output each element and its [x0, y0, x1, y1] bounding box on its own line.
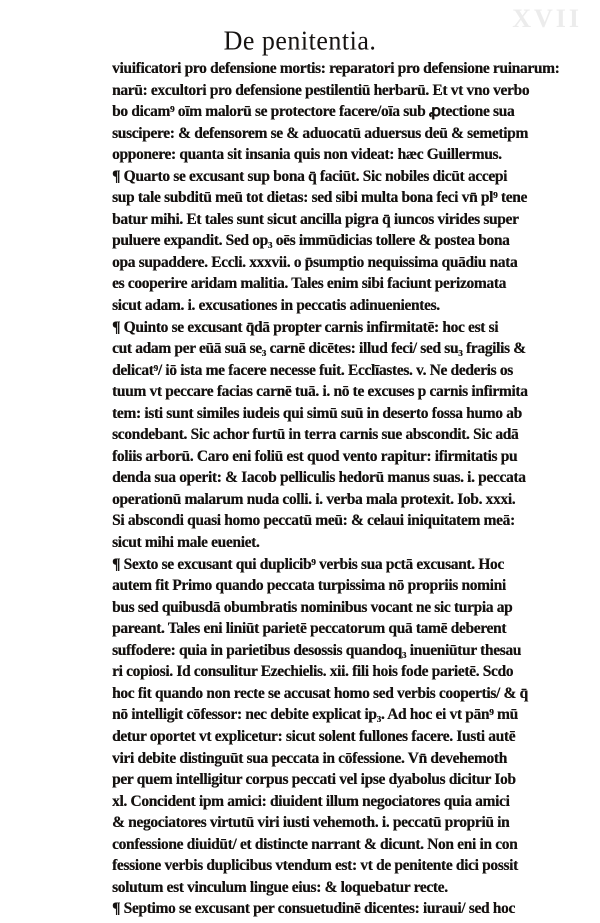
- text-line: sicut mihi male eueniet.: [112, 534, 260, 552]
- text-line: ¶ Septimo se excusant per consuetudinē dicentes: iuraui/ sed hoc: [112, 900, 515, 918]
- text-line: bus sed quibusdā obumbratis nominibus vocant ne sic turpia ap: [112, 598, 513, 616]
- text-line: pareant. Tales eni liniūt parietē peccatorum quā tamē deberent: [112, 620, 507, 638]
- text-line: tuum vt peccare facias carnē tuā. i. nō te excuses p carnis infirmita: [112, 383, 528, 401]
- text-line: tem: isti sunt similes iudeis qui simū suū in deserto fossa humo ab: [112, 404, 522, 422]
- text-line: confessione diuidūt/ et distincte narrant & dicunt. Non eni in con: [112, 835, 518, 853]
- text-line: es cooperire aridam malitia. Tales enim sibi faciunt perizomata: [112, 275, 506, 293]
- text-line: xl. Concident ipm amici: diuident illum negociatores quia amici: [112, 792, 510, 810]
- text-line: viri debite distinguūt sua peccata in cōfessione. Vn̄ devehemoth: [112, 749, 507, 767]
- text-line: Si abscondi quasi homo peccatū meū: & celaui iniquitatem meā:: [112, 512, 515, 530]
- text-line: suscipere: & defensorem se & aduocatū aduersus deū & semetipm: [112, 124, 528, 142]
- text-line: ¶ Quinto se excusant q̄dā propter carnis infirmitatē: hoc est si: [112, 318, 499, 336]
- text-line: suffodere: quia in parietibus desossis quandoq₃ inueniūtur thesau: [112, 641, 521, 659]
- text-line: cut adam per eūā suā se₃ carnē dicētes: illud feci/ sed su₃ fragilis &: [112, 340, 526, 358]
- text-line: bo dicam⁹ oīm malorū se protectore facere/oīa sub ꝓtectione sua: [112, 103, 515, 121]
- text-line: opa supaddere. Eccli. xxxvii. o p̄sumptio nequissima quādiu nata: [112, 253, 518, 271]
- text-line: per quem intelligitur corpus peccati vel ipse dyabolus dicitur Iob: [112, 771, 516, 789]
- text-line: & negociatores virtutū viri iusti vehemoth. i. peccatū propriū in: [112, 814, 510, 832]
- text-line: detur oportet vt explicetur: sicut solent fullones facere. Iusti autē: [112, 727, 516, 745]
- running-head: De penitentia.: [223, 25, 377, 56]
- text-line: hoc fit quando non recte se accusat homo sed verbis coopertis/ & q̄: [112, 684, 528, 702]
- text-line: opponere: quanta sit insania quis non videat: hæc Guillermus.: [112, 146, 502, 164]
- text-line: sicut adam. i. excusationes in peccatis adinuenientes.: [112, 297, 440, 315]
- text-line: sup tale subditū meū tot dietas: sed sibi multa bona feci vn̄ pl⁹ tene: [112, 189, 527, 207]
- text-line: solutum est vinculum lingue eius: & loquebatur recte.: [112, 878, 448, 896]
- text-line: autem fit Primo quando peccata turpissima nō propriis nomini: [112, 577, 506, 595]
- text-line: viuificatori pro defensione mortis: reparatori pro defensione ruinarum:: [112, 60, 560, 77]
- text-line: delicat⁹/ iō ista me facere necesse fuit. Ecclīastes. v. Ne dederis os: [112, 361, 513, 379]
- text-line: fessione verbis duplicibus vtendum est: vt de penitente dici possit: [112, 857, 518, 875]
- text-line: ri copiosi. Id consulitur Ezechielis. xii. fili hois fode parietē. Scdo: [112, 663, 514, 681]
- text-line: ¶ Quarto se excusant sup bona q̄ faciūt. Sic nobiles dicūt accepi: [112, 167, 508, 185]
- text-line: batur mihi. Et tales sunt sicut ancilla pigra q̄ iuncos virides super: [112, 210, 519, 228]
- text-block: [112, 58, 572, 920]
- text-line: nō intelligit cōfessor: nec debite explicat ip₃. Ad hoc ei vt pān⁹ mū: [112, 706, 518, 724]
- text-line: scondebant. Sic achor furtū in terra carnis sue abscondit. Sic adā: [112, 426, 519, 444]
- text-line: denda sua operit: & Iacob pelliculis hedorū manus suas. i. peccata: [112, 469, 526, 487]
- text-line: operationū malarum nuda colli. i. verba mala protexit. Iob. xxxi.: [112, 490, 516, 508]
- text-line: ¶ Sexto se excusant qui duplicib⁹ verbis sua pctā excusant. Hoc: [112, 555, 504, 573]
- text-line: foliis arborū. Caro eni foliū est quod vento rapitur: ifirmitatis pu: [112, 447, 518, 465]
- show-through-folio: XVII: [512, 4, 582, 33]
- text-line: narū: excultori pro defensione pestilentiū herbarū. Et vt vno verbo: [112, 81, 530, 99]
- text-line: puluere expandit. Sed op₃ oēs immūdicias tollere & postea bona: [112, 232, 510, 250]
